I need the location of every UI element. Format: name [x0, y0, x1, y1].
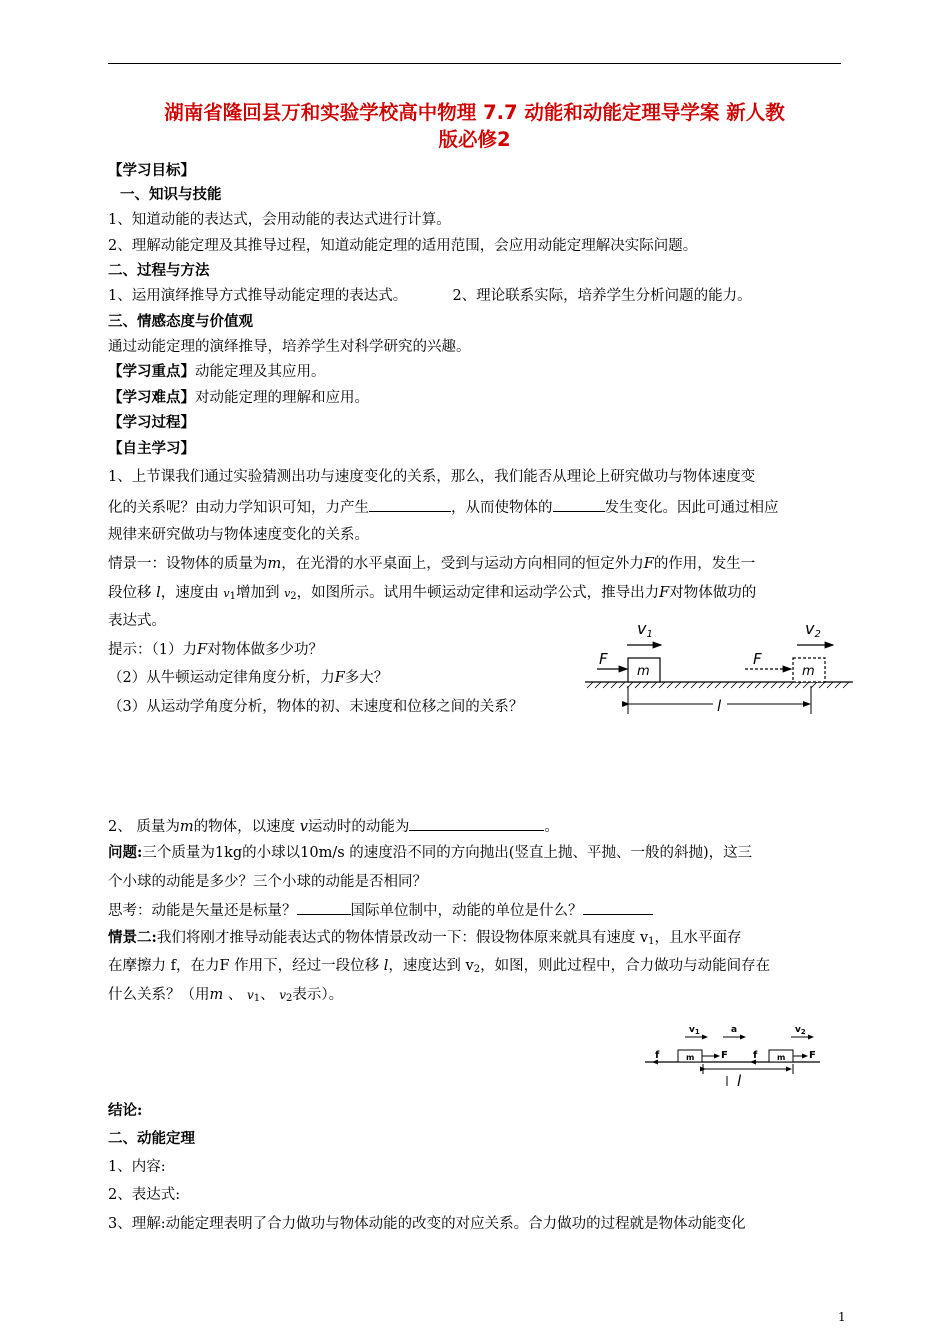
scene2-line-3: 什么关系？（用m 、 $v_1$、 $v_2$表示）。: [108, 987, 344, 1004]
scene2-line-1: 情景二:我们将刚才推导动能表达式的物体情景改动一下：假设物体原来就具有速度 $v_1$，且水平面存: [108, 929, 742, 947]
blank-unit[interactable]: [583, 900, 653, 915]
q1-line-1: 1、上节课我们通过实验猜测出功与速度变化的关系，那么，我们能否从理论上研究做功与物体速度变: [108, 469, 756, 485]
difficulty-label: 【学习难点】: [108, 389, 195, 406]
scene1-line-2: 段位移 l，速度由 $v_1$增加到 $v_2$，如图所示。试用牛顿运动定律和运动学公式，推导出力F对物体做功的: [108, 585, 757, 602]
d2-a-label: a: [731, 1025, 738, 1035]
key-point-label: 【学习重点】: [108, 363, 195, 380]
process-items: [108, 286, 752, 306]
key-point-text: 动能定理及其应用。: [195, 364, 326, 380]
blank-force[interactable]: [369, 497, 451, 512]
think-line: 思考：动能是矢量还是标量？ 国际单位制中，动能的单位是什么？: [108, 900, 653, 921]
d2-friction-label-1: f: [655, 1050, 660, 1061]
process-item-1: 1、运用演绎推导方式推导动能定理的表达式。: [108, 288, 408, 304]
force-label-1: F: [599, 650, 608, 668]
difficulty-text: 对动能定理的理解和应用。: [195, 390, 369, 406]
blank-velocity[interactable]: [553, 497, 605, 512]
force-label-2: F: [753, 650, 762, 668]
diagram-scene1: [585, 618, 855, 718]
difficulty: [108, 388, 369, 408]
objectives-header: 【学习目标】: [108, 162, 195, 179]
d2-friction-label-2: f: [753, 1050, 758, 1061]
theorem-understanding: 3、理解:动能定理表明了合力做功与物体动能的改变的对应关系。合力做功的过程就是物体动能变化: [108, 1216, 746, 1232]
d2-displacement-label: l: [737, 1072, 742, 1090]
key-point: [108, 362, 326, 382]
scene1-line-1: 情景一：设物体的质量为m，在光滑的水平桌面上，受到与运动方向相同的恒定外力F的作用，发生一: [108, 556, 756, 572]
learning-process-header: 【学习过程】: [108, 414, 195, 431]
q2-line: 2、 质量为m的物体，以速度 v运动时的动能为 。: [108, 816, 559, 837]
document-title: [108, 99, 841, 153]
hint-3: （3）从运动学角度分析，物体的初、末速度和位移之间的关系？: [108, 699, 524, 715]
q1-line-2: 化的关系呢？由动力学知识可知，力产生 ，从而使物体的 发生变化。因此可通过相应: [108, 497, 779, 518]
scene2-line-2: 在摩擦力 f，在力F 作用下，经过一段位移 l，速度达到 $v_2$，如图，则此过程中，合力做功与动能间存在: [108, 958, 771, 975]
hint-2: （2）从牛顿运动定律角度分析，力F多大？: [108, 670, 389, 686]
block-final-mass: m: [802, 664, 815, 679]
knowledge-item-1: 1、知道动能的表达式，会用动能的表达式进行计算。: [108, 212, 451, 228]
conclusion: 结论:: [108, 1102, 143, 1119]
d2-force-label-1: F: [721, 1050, 728, 1061]
header-rule: [108, 63, 841, 64]
self-study-header: 【自主学习】: [108, 440, 195, 457]
process-item-2: 2、理论联系实际，培养学生分析问题的能力。: [452, 288, 752, 304]
d2-block-2-mass: m: [777, 1053, 786, 1062]
diagram-scene2: [645, 1020, 825, 1098]
hint-1: 提示：（1）力F对物体做多少功？: [108, 642, 324, 658]
knowledge-item-2: 2、理解动能定理及其推导过程，知道动能定理的适用范围，会应用动能定理解决实际问题。: [108, 238, 698, 254]
attitude-header: 三、情感态度与价值观: [108, 313, 253, 330]
knowledge-header: 一、知识与技能: [120, 186, 222, 203]
d2-block-1-mass: m: [686, 1053, 695, 1062]
v1-label: v1: [637, 619, 653, 640]
page-number: 1: [838, 1310, 846, 1324]
v2-label: v2: [805, 619, 821, 640]
title-line-1: 湖南省隆回县万和实验学校高中物理 7.7 动能和动能定理导学案 新人教: [164, 101, 785, 124]
d2-v1-label: $v_1$: [689, 1025, 700, 1036]
attitude-item: 通过动能定理的演绎推导，培养学生对科学研究的兴趣。: [108, 339, 471, 355]
ground-hatch: [587, 682, 849, 688]
d2-force-label-2: F: [809, 1050, 816, 1061]
theorem-expression: 2、表达式:: [108, 1187, 181, 1203]
problem-line-2: 个小球的动能是多少？三个小球的动能是否相同？: [108, 874, 427, 890]
process-method-header: 二、过程与方法: [108, 262, 210, 279]
scene1-line-3: 表达式。: [108, 613, 166, 629]
d2-v2-label: $v_2$: [795, 1025, 806, 1036]
displacement-label: l: [717, 697, 722, 715]
theorem-header: 二、动能定理: [108, 1130, 195, 1147]
title-line-2: 版必修2: [438, 128, 511, 151]
block-initial-mass: m: [637, 664, 650, 679]
theorem-content: 1、内容:: [108, 1159, 166, 1175]
problem-line-1: 问题:三个质量为1kg的小球以10m/s 的速度沿不同的方向抛出(竖直上抛、平抛、一般的斜抛)，这三: [108, 844, 753, 861]
blank-vector-scalar[interactable]: [297, 900, 351, 915]
blank-kinetic-energy[interactable]: [409, 816, 544, 831]
q1-line-3: 规律来研究做功与物体速度变化的关系。: [108, 527, 369, 543]
